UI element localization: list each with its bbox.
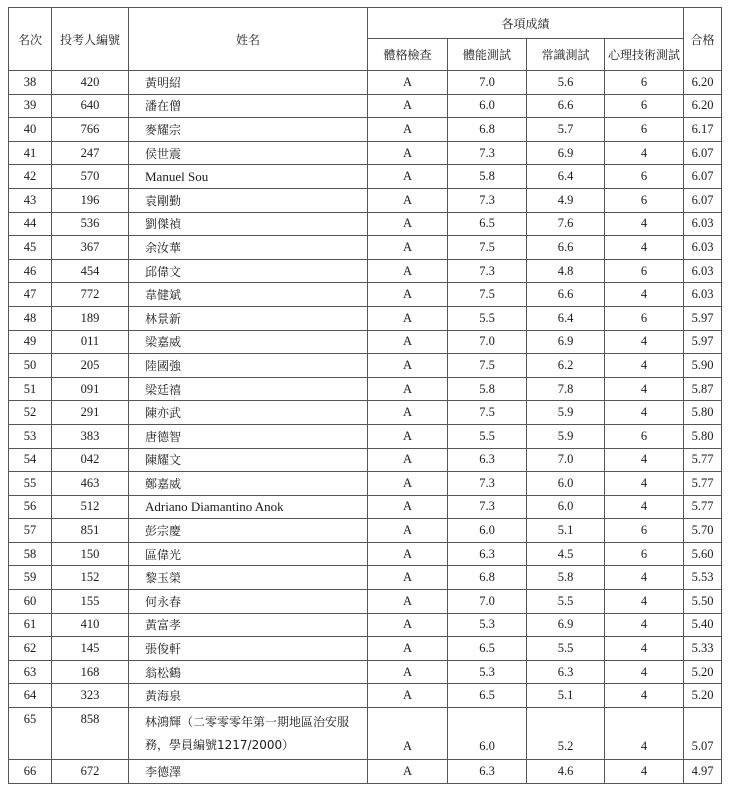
candidate-no-cell: 247 [52,141,129,165]
pass-score-cell: 5.20 [684,684,722,708]
rank-cell: 57 [9,519,52,543]
general-knowledge-cell: 6.9 [527,613,605,637]
physical-check-cell: A [368,401,448,425]
table-row [9,637,722,661]
candidate-no-cell: 420 [52,71,129,95]
rank-cell: 53 [9,424,52,448]
candidate-no-cell: 091 [52,377,129,401]
name-cell: 李德澤 [129,760,368,784]
table-row [9,613,722,637]
rank-cell: 48 [9,306,52,330]
candidate-no-cell: 367 [52,236,129,260]
physical-check-cell: A [368,94,448,118]
rank-cell: 63 [9,660,52,684]
table-row [9,259,722,283]
candidate-no-cell: 410 [52,613,129,637]
table-row [9,472,722,496]
general-knowledge-cell: 5.7 [527,118,605,142]
general-knowledge-cell: 7.8 [527,377,605,401]
rank-cell: 40 [9,118,52,142]
physical-check-cell: A [368,236,448,260]
fitness-test-cell: 5.8 [448,377,527,401]
fitness-test-cell: 5.3 [448,660,527,684]
candidate-no-cell: 152 [52,566,129,590]
table-row [9,236,722,260]
table-header [9,8,722,71]
rank-cell: 62 [9,637,52,661]
fitness-test-cell: 7.0 [448,590,527,614]
results-document [8,7,721,784]
physical-check-cell: A [368,472,448,496]
psych-test-cell: 6 [605,424,684,448]
psych-test-cell: 4 [605,637,684,661]
name-cell: 袁剛勤 [129,188,368,212]
pass-score-cell: 5.80 [684,401,722,425]
candidate-no-cell: 858 [52,708,129,760]
general-knowledge-cell: 5.1 [527,519,605,543]
name-cell: 劉傑禎 [129,212,368,236]
rank-cell: 51 [9,377,52,401]
general-knowledge-cell: 6.6 [527,236,605,260]
header-rank: 名次 [9,8,52,71]
header-physical-check: 體格檢查 [368,39,448,71]
fitness-test-cell: 6.0 [448,94,527,118]
table-row [9,94,722,118]
physical-check-cell: A [368,259,448,283]
results-table [8,7,722,784]
general-knowledge-cell: 6.0 [527,472,605,496]
general-knowledge-cell: 4.9 [527,188,605,212]
table-row [9,401,722,425]
name-cell: 侯世震 [129,141,368,165]
table-row [9,212,722,236]
physical-check-cell: A [368,118,448,142]
physical-check-cell: A [368,377,448,401]
general-knowledge-cell: 6.4 [527,165,605,189]
fitness-test-cell: 7.5 [448,236,527,260]
fitness-test-cell: 7.5 [448,401,527,425]
table-row [9,71,722,95]
rank-cell: 43 [9,188,52,212]
physical-check-cell: A [368,283,448,307]
pass-score-cell: 5.77 [684,448,722,472]
name-cell: 翁松鶴 [129,660,368,684]
rank-cell: 59 [9,566,52,590]
header-name: 姓名 [129,8,368,71]
psych-test-cell: 6 [605,165,684,189]
name-cell: 鄭嘉威 [129,472,368,496]
psych-test-cell: 4 [605,236,684,260]
pass-score-cell: 5.80 [684,424,722,448]
pass-score-cell: 4.97 [684,760,722,784]
name-cell: Manuel Sou [129,165,368,189]
rank-cell: 56 [9,495,52,519]
psych-test-cell: 4 [605,684,684,708]
psych-test-cell: 4 [605,354,684,378]
table-row [9,684,722,708]
rank-cell: 61 [9,613,52,637]
candidate-no-cell: 323 [52,684,129,708]
candidate-no-cell: 291 [52,401,129,425]
general-knowledge-cell: 6.6 [527,283,605,307]
name-cell: 黎玉榮 [129,566,368,590]
header-psych-test: 心理技術測試 [605,39,684,71]
name-line-2: 務，學員編號1217/2000） [145,737,295,752]
name-cell: 麥耀宗 [129,118,368,142]
physical-check-cell: A [368,760,448,784]
physical-check-cell: A [368,330,448,354]
table-row [9,448,722,472]
pass-score-cell: 6.03 [684,212,722,236]
fitness-test-cell: 6.5 [448,684,527,708]
candidate-no-cell: 463 [52,472,129,496]
general-knowledge-cell: 5.8 [527,566,605,590]
general-knowledge-cell: 7.0 [527,448,605,472]
table-row [9,760,722,784]
fitness-test-cell: 6.3 [448,448,527,472]
psych-test-cell: 4 [605,760,684,784]
pass-score-cell: 5.60 [684,542,722,566]
physical-check-cell: A [368,542,448,566]
table-row [9,566,722,590]
candidate-no-cell: 189 [52,306,129,330]
candidate-no-cell: 042 [52,448,129,472]
name-cell: 唐德智 [129,424,368,448]
name-cell: 林景新 [129,306,368,330]
table-row [9,283,722,307]
name-cell: 黃明紹 [129,71,368,95]
psych-test-cell: 4 [605,590,684,614]
table-row [9,519,722,543]
rank-cell: 60 [9,590,52,614]
pass-score-cell: 5.97 [684,306,722,330]
general-knowledge-cell: 5.2 [527,708,605,760]
table-row [9,708,722,760]
fitness-test-cell: 7.5 [448,354,527,378]
header-candidate-no: 投考人編號 [52,8,129,71]
physical-check-cell: A [368,660,448,684]
table-row [9,424,722,448]
candidate-no-cell: 383 [52,424,129,448]
name-cell: 梁廷禧 [129,377,368,401]
candidate-no-cell: 150 [52,542,129,566]
physical-check-cell: A [368,684,448,708]
pass-score-cell: 6.07 [684,188,722,212]
candidate-no-cell: 766 [52,118,129,142]
psych-test-cell: 6 [605,94,684,118]
table-row [9,306,722,330]
general-knowledge-cell: 5.9 [527,401,605,425]
pass-score-cell: 6.17 [684,118,722,142]
pass-score-cell: 6.07 [684,141,722,165]
fitness-test-cell: 7.0 [448,71,527,95]
name-cell: 陳耀文 [129,448,368,472]
name-cell: 陸國強 [129,354,368,378]
name-cell: 彭宗慶 [129,519,368,543]
fitness-test-cell: 6.8 [448,566,527,590]
general-knowledge-cell: 6.9 [527,141,605,165]
table-row [9,188,722,212]
physical-check-cell: A [368,495,448,519]
rank-cell: 38 [9,71,52,95]
rank-cell: 54 [9,448,52,472]
psych-test-cell: 4 [605,660,684,684]
psych-test-cell: 4 [605,330,684,354]
psych-test-cell: 4 [605,448,684,472]
fitness-test-cell: 6.3 [448,542,527,566]
general-knowledge-cell: 5.5 [527,637,605,661]
table-row [9,377,722,401]
rank-cell: 55 [9,472,52,496]
name-cell: 陳亦武 [129,401,368,425]
table-row [9,590,722,614]
name-cell: 張俊軒 [129,637,368,661]
table-row [9,495,722,519]
pass-score-cell: 5.77 [684,495,722,519]
psych-test-cell: 4 [605,212,684,236]
rank-cell: 65 [9,708,52,760]
physical-check-cell: A [368,519,448,543]
rank-cell: 42 [9,165,52,189]
physical-check-cell: A [368,590,448,614]
physical-check-cell: A [368,165,448,189]
psych-test-cell: 6 [605,188,684,212]
pass-score-cell: 5.40 [684,613,722,637]
fitness-test-cell: 6.5 [448,212,527,236]
rank-cell: 47 [9,283,52,307]
header-general-knowledge: 常識測試 [527,39,605,71]
rank-cell: 39 [9,94,52,118]
name-cell: 余汝華 [129,236,368,260]
fitness-test-cell: 6.0 [448,708,527,760]
rank-cell: 66 [9,760,52,784]
fitness-test-cell: 6.3 [448,760,527,784]
psych-test-cell: 4 [605,566,684,590]
candidate-no-cell: 672 [52,760,129,784]
general-knowledge-cell: 5.5 [527,590,605,614]
physical-check-cell: A [368,188,448,212]
fitness-test-cell: 6.5 [448,637,527,661]
pass-score-cell: 5.70 [684,519,722,543]
table-row [9,118,722,142]
name-cell: 區偉光 [129,542,368,566]
rank-cell: 46 [9,259,52,283]
candidate-no-cell: 772 [52,283,129,307]
table-body [9,71,722,784]
name-cell: 邱偉文 [129,259,368,283]
rank-cell: 45 [9,236,52,260]
table-row [9,165,722,189]
table-row [9,542,722,566]
candidate-no-cell: 512 [52,495,129,519]
physical-check-cell: A [368,354,448,378]
pass-score-cell: 6.03 [684,259,722,283]
candidate-no-cell: 145 [52,637,129,661]
general-knowledge-cell: 6.2 [527,354,605,378]
general-knowledge-cell: 6.4 [527,306,605,330]
general-knowledge-cell: 4.5 [527,542,605,566]
name-cell: 黃海泉 [129,684,368,708]
fitness-test-cell: 5.5 [448,424,527,448]
fitness-test-cell: 7.0 [448,330,527,354]
fitness-test-cell: 7.3 [448,495,527,519]
general-knowledge-cell: 6.3 [527,660,605,684]
pass-score-cell: 5.53 [684,566,722,590]
pass-score-cell: 5.87 [684,377,722,401]
pass-score-cell: 5.97 [684,330,722,354]
pass-score-cell: 6.07 [684,165,722,189]
psych-test-cell: 6 [605,519,684,543]
physical-check-cell: A [368,566,448,590]
psych-test-cell: 4 [605,401,684,425]
physical-check-cell: A [368,448,448,472]
rank-cell: 41 [9,141,52,165]
header-score-group: 各項成績 [368,8,684,39]
name-cell: 韋健斌 [129,283,368,307]
physical-check-cell: A [368,71,448,95]
psych-test-cell: 6 [605,542,684,566]
table-row [9,330,722,354]
candidate-no-cell: 011 [52,330,129,354]
psych-test-cell: 4 [605,472,684,496]
fitness-test-cell: 6.0 [448,519,527,543]
fitness-test-cell: 7.5 [448,283,527,307]
table-row [9,354,722,378]
rank-cell: 64 [9,684,52,708]
psych-test-cell: 4 [605,613,684,637]
candidate-no-cell: 570 [52,165,129,189]
pass-score-cell: 6.20 [684,71,722,95]
psych-test-cell: 4 [605,708,684,760]
general-knowledge-cell: 7.6 [527,212,605,236]
physical-check-cell: A [368,637,448,661]
rank-cell: 52 [9,401,52,425]
general-knowledge-cell: 5.9 [527,424,605,448]
pass-score-cell: 5.90 [684,354,722,378]
pass-score-cell: 5.50 [684,590,722,614]
pass-score-cell: 5.77 [684,472,722,496]
name-cell: 梁嘉威 [129,330,368,354]
fitness-test-cell: 6.8 [448,118,527,142]
name-cell [129,708,368,760]
physical-check-cell: A [368,212,448,236]
header-fitness-test: 體能測試 [448,39,527,71]
physical-check-cell: A [368,424,448,448]
psych-test-cell: 6 [605,259,684,283]
table-row [9,660,722,684]
fitness-test-cell: 7.3 [448,472,527,496]
general-knowledge-cell: 6.0 [527,495,605,519]
pass-score-cell: 6.03 [684,283,722,307]
fitness-test-cell: 5.5 [448,306,527,330]
candidate-no-cell: 640 [52,94,129,118]
rank-cell: 44 [9,212,52,236]
psych-test-cell: 6 [605,118,684,142]
fitness-test-cell: 7.3 [448,259,527,283]
name-cell: 黃富孝 [129,613,368,637]
physical-check-cell: A [368,306,448,330]
pass-score-cell: 5.33 [684,637,722,661]
psych-test-cell: 6 [605,71,684,95]
general-knowledge-cell: 6.9 [527,330,605,354]
rank-cell: 58 [9,542,52,566]
rank-cell: 50 [9,354,52,378]
psych-test-cell: 4 [605,495,684,519]
general-knowledge-cell: 5.6 [527,71,605,95]
pass-score-cell: 5.07 [684,708,722,760]
table-row [9,141,722,165]
general-knowledge-cell: 4.6 [527,760,605,784]
rank-cell: 49 [9,330,52,354]
header-pass: 合格 [684,8,722,71]
candidate-no-cell: 168 [52,660,129,684]
pass-score-cell: 6.20 [684,94,722,118]
fitness-test-cell: 7.3 [448,188,527,212]
fitness-test-cell: 5.8 [448,165,527,189]
pass-score-cell: 6.03 [684,236,722,260]
physical-check-cell: A [368,613,448,637]
name-cell: 潘在僧 [129,94,368,118]
candidate-no-cell: 205 [52,354,129,378]
candidate-no-cell: 536 [52,212,129,236]
name-line-1: 林鴻輝（二零零零年第一期地區治安服 [145,714,350,729]
psych-test-cell: 6 [605,306,684,330]
general-knowledge-cell: 4.8 [527,259,605,283]
candidate-no-cell: 454 [52,259,129,283]
candidate-no-cell: 196 [52,188,129,212]
general-knowledge-cell: 5.1 [527,684,605,708]
physical-check-cell: A [368,708,448,760]
candidate-no-cell: 851 [52,519,129,543]
psych-test-cell: 4 [605,283,684,307]
fitness-test-cell: 7.3 [448,141,527,165]
psych-test-cell: 4 [605,377,684,401]
name-cell: Adriano Diamantino Anok [129,495,368,519]
pass-score-cell: 5.20 [684,660,722,684]
candidate-no-cell: 155 [52,590,129,614]
psych-test-cell: 4 [605,141,684,165]
name-cell: 何永春 [129,590,368,614]
general-knowledge-cell: 6.6 [527,94,605,118]
physical-check-cell: A [368,141,448,165]
fitness-test-cell: 5.3 [448,613,527,637]
